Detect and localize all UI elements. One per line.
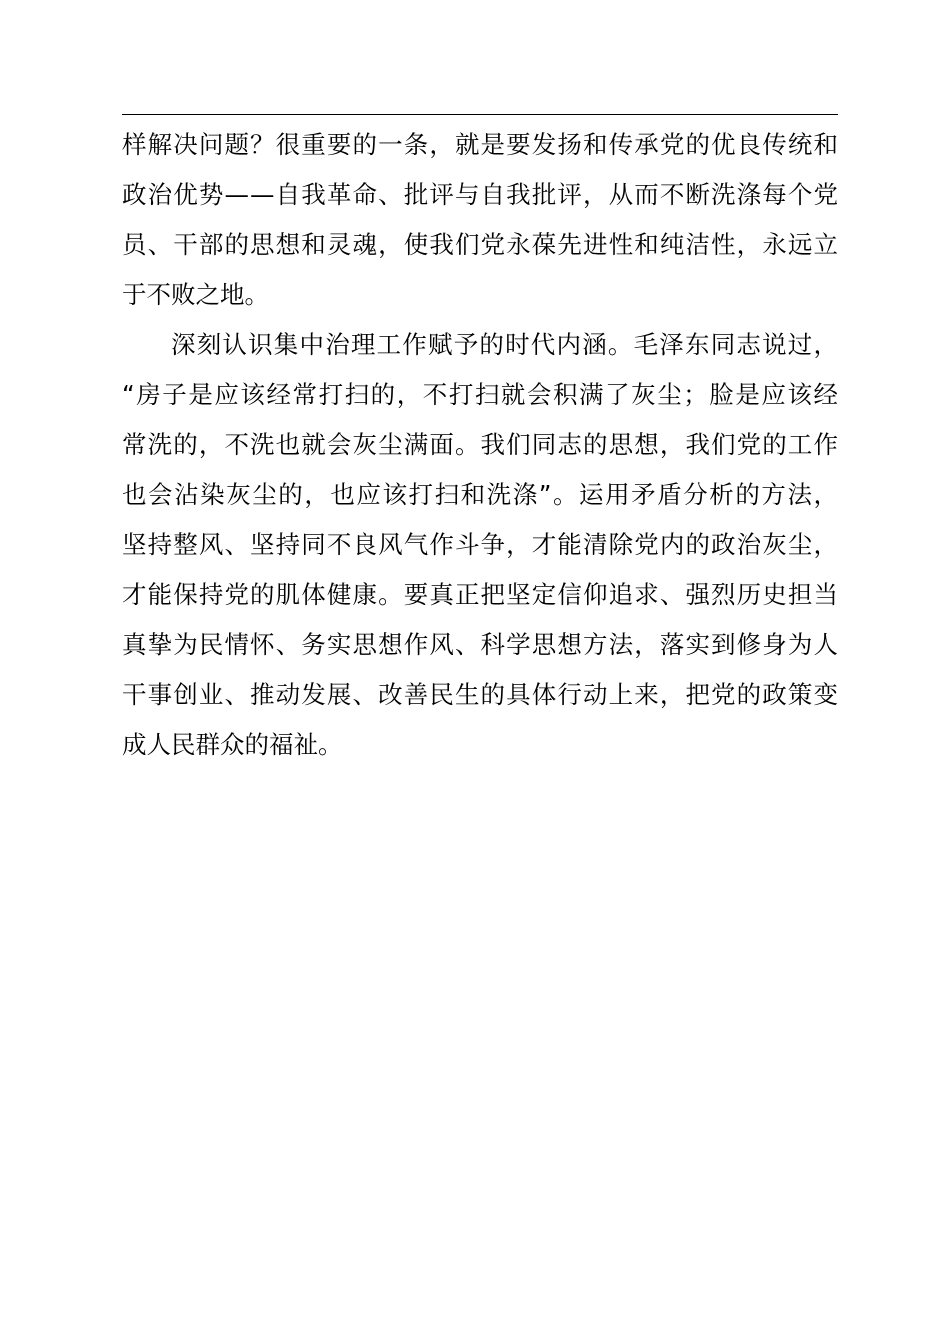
line-text: 员、干部的思想和灵魂，使我们党永葆先进性和纯洁性，永远立	[122, 230, 840, 259]
text-line	[122, 420, 838, 470]
line-text: 常洗的，不洗也就会灰尘满面。我们同志的思想，我们党的工作	[122, 430, 840, 459]
text-line	[122, 620, 838, 670]
text-line	[122, 320, 838, 370]
line-text: 成人民群众的福祉。	[122, 730, 343, 759]
line-text: 真挚为民情怀、务实思想作风、科学思想方法，落实到修身为人	[122, 630, 840, 659]
line-text: 政治优势——自我革命、批评与自我批评，从而不断洗涤每个党	[122, 180, 840, 209]
header-rule	[122, 114, 838, 115]
line-text: 才能保持党的肌体健康。要真正把坚定信仰追求、强烈历史担当	[122, 580, 840, 609]
text-line	[122, 570, 838, 620]
line-text: 样解决问题？很重要的一条，就是要发扬和传承党的优良传统和	[122, 130, 840, 159]
text-line	[122, 220, 838, 270]
text-line	[122, 670, 838, 720]
body-text	[122, 120, 838, 770]
line-text: “房子是应该经常打扫的，不打扫就会积满了灰尘；脸是应该经	[122, 380, 840, 409]
text-line	[122, 370, 838, 420]
line-text: 于不败之地。	[122, 280, 269, 309]
text-line	[122, 120, 838, 170]
line-text: 也会沾染灰尘的，也应该打扫和洗涤”。运用矛盾分析的方法，	[122, 480, 840, 509]
text-line	[122, 720, 838, 770]
line-text: 深刻认识集中治理工作赋予的时代内涵。毛泽东同志说过，	[171, 330, 840, 359]
line-text: 干事创业、推动发展、改善民生的具体行动上来，把党的政策变	[122, 680, 840, 709]
text-line	[122, 470, 838, 520]
line-text: 坚持整风、坚持同不良风气作斗争，才能清除党内的政治灰尘，	[122, 530, 840, 559]
text-line	[122, 170, 838, 220]
text-line	[122, 270, 838, 320]
text-line	[122, 520, 838, 570]
